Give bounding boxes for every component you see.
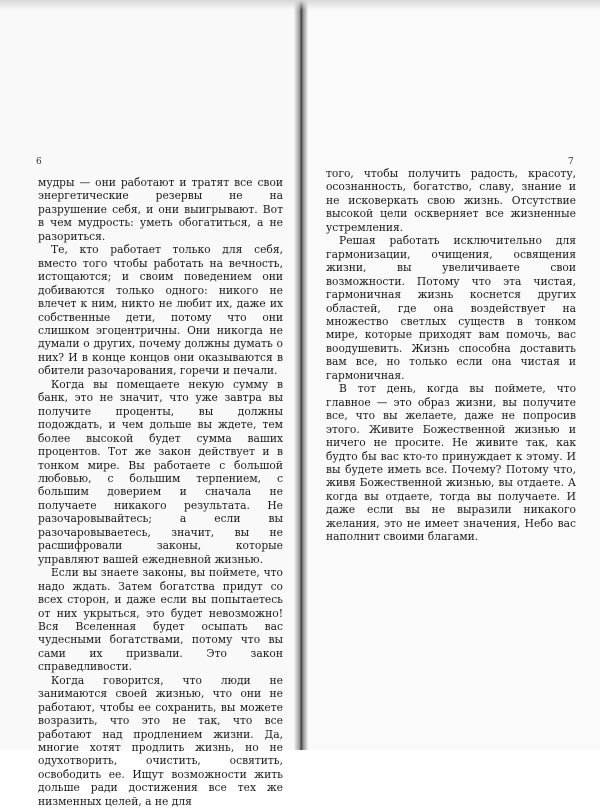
page-number: 7 <box>568 157 574 167</box>
paragraph: мудры — они работают и тратят все свои энергетические резервы не на разрушение себя, и они выигрывают. Вот в чем мудрость: уметь обогатиться, а не разориться. <box>38 176 283 243</box>
right-page <box>302 0 600 750</box>
paragraph: В тот день, когда вы поймете, что главное — это образ жизни, вы получите все, что вы желаете, даже не попросив этого. Живите Божественной жизнью и ничего не просите. Не живите так, как будто бы вас кто-то принуждает к этому. И вы будете иметь все. Почему? Потому что, живя Божественной жизнью, вы отдаете. А когда вы отдаете, тогда вы получаете. И даже если вы не выразили никакого желания, это не имеет значения, Небо вас наполнит своими благами. <box>326 382 576 544</box>
paragraph: Решая работать исключительно для гармонизации, очищения, освящения жизни, вы увеличиваете свои возможности. Потому что эта чистая, гармоничная жизнь коснется других областей, где она воздействует на множество светлых существ в тонком мире, которые приходят вам помочь, вас воодушевить. Жизнь способна доставить вам все, но только если она чистая и гармоничная. <box>326 234 576 382</box>
page-text <box>38 176 283 808</box>
page-top-shadow <box>0 0 600 10</box>
page-text <box>326 167 576 544</box>
paragraph: Когда говорится, что люди не занимаются своей жизнью, что они не работают, чтобы ее сохранить, вы можете возразить, что это не так, что все работают над продлением жизни. Да, многие хотят продлить жизнь, но не одухотворить, очистить, освятить, освободить ее. Ищут возможности жить дольше ради достижения все тех же низменных целей, а не для <box>38 673 283 808</box>
left-page <box>0 0 298 808</box>
paragraph: Те, кто работает только для себя, вместо того чтобы работать на вечность, истощаются; и своим поведением они добиваются только одного: никого не влечет к ним, никто не любит их, даже их собственные дети, потому что они слишком эгоцентричны. Они никогда не думали о других, почему должны думать о них? И в конце концов они оказываются в обители разочарования, горечи и печали. <box>38 243 283 378</box>
paragraph: Когда вы помещаете некую сумму в банк, это не значит, что уже завтра вы получите проценты, вы должны подождать, и чем дольше вы ждете, тем более высокой будет сумма ваших процентов. Тот же закон действует и в тонком мире. Вы работаете с большой любовью, с большим терпением, с большим доверием и сначала не получаете никакого результата. Не разочаровывайтесь; а если вы разочаровываетесь, значит, вы не расшифровали законы, которые управляют вашей ежедневной жизнью. <box>38 377 283 566</box>
paragraph: того, чтобы получить радость, красоту, осознанность, богатство, славу, знание и не исковеркать свою жизнь. Отсутствие высокой цели оскверняет все жизненные устремления. <box>326 167 576 234</box>
page-number: 6 <box>36 157 42 167</box>
paragraph: Если вы знаете законы, вы поймете, что надо ждать. Затем богатства придут со всех сторон, и даже если вы попытаетесь от них укрыться, это будет невозможно! Вся Вселенная будет осыпать вас чудесными богатствами, потому что вы сами их призвали. Это закон справедливости. <box>38 566 283 674</box>
book-gutter <box>294 0 308 750</box>
